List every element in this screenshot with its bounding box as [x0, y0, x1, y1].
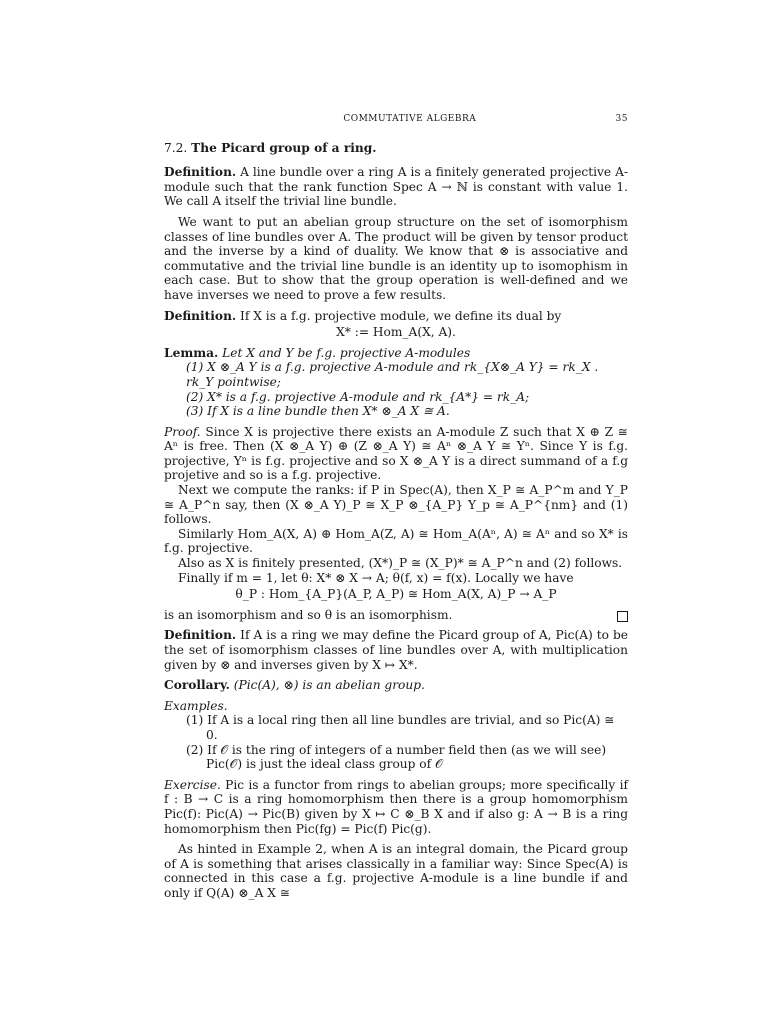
section-number: 7.2. — [164, 140, 188, 155]
definition-label: Definition. — [164, 628, 237, 643]
corollary-text: (Pic(A), ⊗) is an abelian group. — [233, 678, 425, 693]
proof-paragraph: Finally if m = 1, let θ: X* ⊗ X → A; θ(f, x) = f(x). Locally we have — [178, 570, 574, 585]
definition-text: A line bundle over a ring A is a finitely generated projective A-module such that the rank function Spec A → ℕ is constant with value 1. We call A itself the trivial line bundle. — [164, 165, 628, 209]
proof-conclusion — [164, 608, 628, 623]
lemma-intro: Let X and Y be f.g. projective A-modules — [222, 345, 471, 360]
corollary — [164, 678, 628, 693]
paragraph-intro: We want to put an abelian group structure on the set of isomorphism classes of line bundles over A. The product will be given by tensor product and the inverse by a kind of duality. We know that ⊗ is associative and commutative and the trivial line bundle is an identity up to isomophism in each case. But to show that the group operation is well-defined and we have inverses we need to prove a few results. — [164, 214, 628, 302]
proof-paragraph: Similarly Hom_A(X, A) ⊕ Hom_A(Z, A) ≅ Hom_A(Aⁿ, A) ≅ Aⁿ and so X* is f.g. projective. — [164, 526, 628, 556]
proof-text: is an isomorphism and so θ is an isomorphism. — [164, 607, 453, 622]
lemma-label: Lemma. — [164, 345, 219, 360]
definition-picard — [164, 628, 628, 672]
proof-text: Since X is projective there exists an A-module Z such that X ⊕ Z ≅ Aⁿ is free. Then (X ⊗_A Y) ⊕ (Z ⊗_A Y) ≅ Aⁿ ⊗_A Y ≅ Yⁿ. Since Y is f.g. projective, Yⁿ is f.g. projective and so X ⊗_A Y is a direct summand of a f.g projetive and so is a f.g. projective. — [164, 424, 628, 483]
corollary-label: Corollary. — [164, 678, 230, 693]
exercise-label: Exercise. — [164, 777, 221, 792]
lemma-items — [164, 360, 628, 418]
examples-items — [164, 713, 628, 771]
running-header — [164, 112, 628, 127]
exercise — [164, 778, 628, 836]
list-item: (1) X ⊗_A Y is a f.g. projective A-module and rk_{X⊗_A Y} = rk_X . rk_Y pointwise; — [186, 360, 599, 389]
page-number: 35 — [615, 114, 628, 124]
section-title: The Picard group of a ring. — [191, 140, 377, 155]
lemma — [164, 346, 628, 361]
section-heading — [164, 141, 628, 156]
qed-square-icon — [617, 611, 628, 622]
definition-text: If X is a f.g. projective module, we define its dual by — [240, 308, 562, 323]
definition-label: Definition. — [164, 165, 237, 180]
examples-heading — [164, 699, 628, 714]
proof-paragraph: Also as X is finitely presented, (X*)_P ≅ (X_P)* ≅ A_P^n and (2) follows. — [178, 556, 623, 571]
display-equation-dual: X* := Hom_A(X, A). — [336, 325, 456, 340]
proof-paragraph: Next we compute the ranks: if P in Spec(A), then X_P ≅ A_P^m and Y_P ≅ A_P^n say, then (X ⊗_A Y)_P ≅ X_P ⊗_{A_P} Y_p ≅ A_P^{nm} and (1) follows. — [164, 483, 628, 527]
page — [164, 112, 628, 907]
list-item: (1) If A is a local ring then all line bundles are trivial, and so Pic(A) ≅ 0. — [186, 713, 615, 742]
definition-dual — [164, 309, 628, 324]
paragraph-closing: As hinted in Example 2, when A is an integral domain, the Picard group of A is something that arises classically in a familiar way: Since Spec(A) is connected in this case a f.g. projective A-module is a line bundle if and only if Q(A) ⊗_A X ≅ — [164, 842, 628, 900]
proof-label: Proof. — [164, 424, 201, 439]
display-equation-theta: θ_P : Hom_{A_P}(A_P, A_P) ≅ Hom_A(X, A)_P → A_P — [235, 587, 557, 602]
list-item: (2) X* is a f.g. projective A-module and rk_{A*} = rk_A; — [186, 389, 530, 404]
examples-label: Examples. — [164, 698, 228, 713]
list-item: (3) If X is a line bundle then X* ⊗_A X ≅ A. — [186, 404, 450, 419]
definition-line-bundle — [164, 165, 628, 209]
list-item: (2) If 𝒪 is the ring of integers of a number field then (as we will see) Pic(𝒪) is just the ideal class group of 𝒪 — [186, 742, 607, 772]
proof-paragraph — [164, 425, 628, 483]
exercise-text: Pic is a functor from rings to abelian groups; more specifically if f : B → C is a ring homomorphism then there is a group homomorphism Pic(f): Pic(A) → Pic(B) given by X ↦ C ⊗_B X and if also g: A → B is a ring homomorphism then Pic(fg) = Pic(f) Pic(g). — [164, 777, 628, 836]
definition-label: Definition. — [164, 308, 237, 323]
running-title: COMMUTATIVE ALGEBRA — [343, 114, 477, 124]
definition-text: If A is a ring we may define the Picard group of A, Pic(A) to be the set of isomorphism classes of line bundles over A, with multiplication given by ⊗ and inverses given by X ↦ X*. — [164, 628, 628, 672]
